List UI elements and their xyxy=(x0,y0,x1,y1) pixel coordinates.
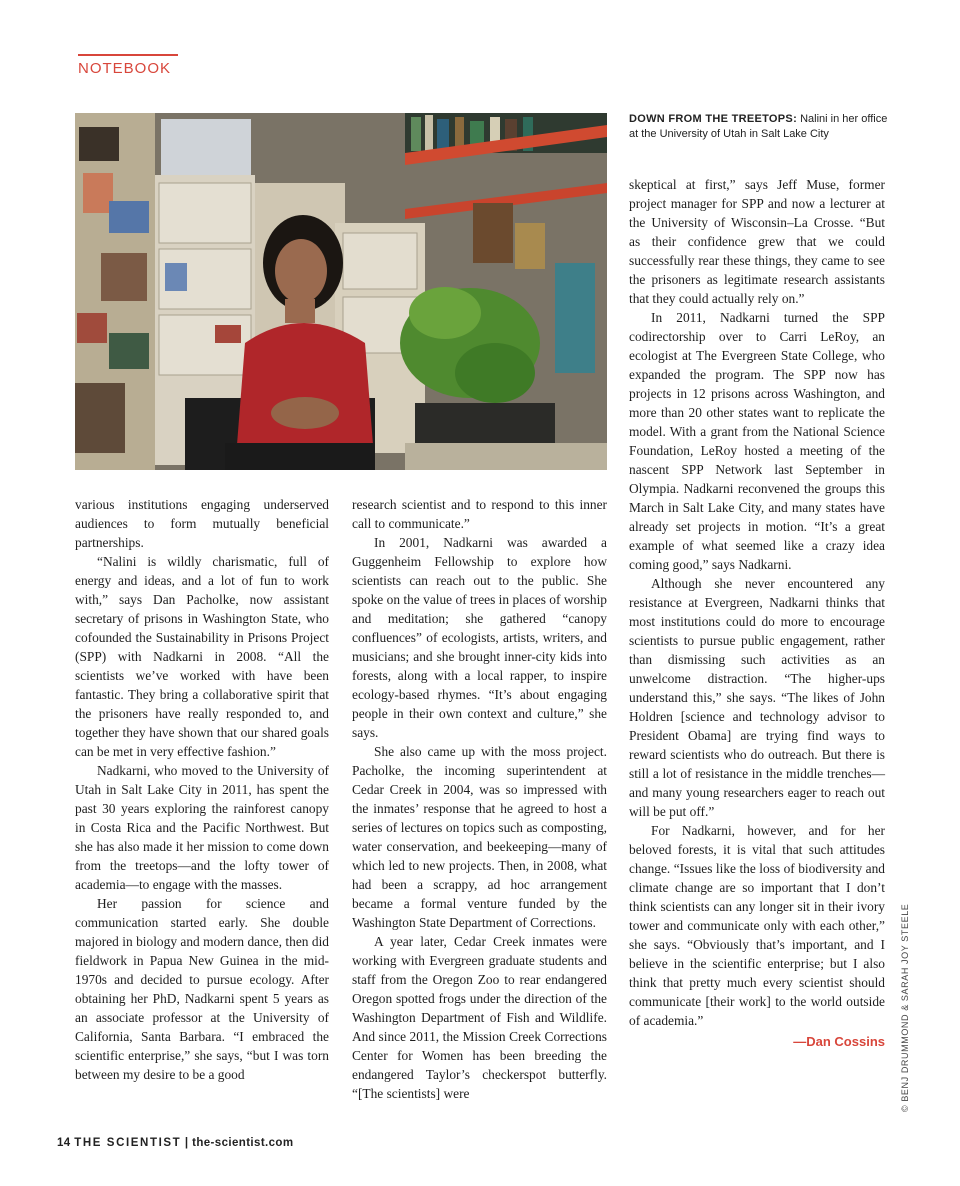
paragraph: Her passion for science and communication started early. She double majored in biology and modern dance, then did fieldwork in Papua New Guinea in the mid-1970s and decided to pursue ecology. After obtaining her PhD, Nadkarni spent 5 years as an associate professor at the University of California, Santa Barbara. “I embraced the scientific enterprise,” she says, “but I was torn between my desire to be a good xyxy=(75,896,329,1082)
article-photo xyxy=(75,113,607,470)
paragraph: various institutions engaging underserved audiences to form mutually beneficial partnerships. xyxy=(75,497,329,550)
section-label: NOTEBOOK xyxy=(78,60,172,77)
photo-credit: © BENJ DRUMMOND & SARAH JOY STEELE xyxy=(900,903,910,1112)
paragraph: In 2001, Nadkarni was awarded a Guggenheim Fellowship to explore how scientists can reach out to the public. She spoke on the value of trees in places of worship and meditation; she gathered “canopy confluences” of ecologists, artists, writers, and musicians; and she brought inner-city kids into forests, along with a local rapper, to inspire ecology-based rhymes. “It’s about engaging people in their own context and culture,” she says. xyxy=(352,535,607,740)
footer-separator: | xyxy=(184,1137,189,1149)
caption-lead: DOWN FROM THE TREETOPS: xyxy=(629,113,798,125)
caption-text: Nalini in her office at the University of Utah in Salt Lake City xyxy=(629,113,888,140)
page-footer xyxy=(57,1137,294,1149)
paragraph: A year later, Cedar Creek inmates were working with Evergreen graduate students and staff from the Oregon Zoo to rear endangered Oregon spotted frogs under the direction of the Washington Department of Fish and Wildlife. And since 2011, the Mission Creek Corrections Center for Women has been breeding the endangered Taylor’s checkerspot butterfly. “[The scientists] were xyxy=(352,934,607,1101)
article-column-1 xyxy=(75,495,329,1084)
magazine-name: THE SCIENTIST xyxy=(74,1137,182,1149)
page-number: 14 xyxy=(57,1137,71,1149)
paragraph: skeptical at first,” says Jeff Muse, former project manager for SPP and now a lecturer at the University of Wisconsin–La Crosse. “But as their confidence grew that we could successfully rear these things, they came to see the prisoners as legitimate research assistants that they could actually rely on.” xyxy=(629,177,885,306)
paragraph: For Nadkarni, however, and for her beloved forests, it is vital that such attitudes change. “Issues like the loss of biodiversity and climate change are so important that I don’t think scientists can any longer sit in their ivory tower and communicate only with each other,” she says. “Obviously that’s important, and I believe in the scientific enterprise; but I also think that pretty much every scientist should communicate [their work] to the world outside of academia.” xyxy=(629,823,885,1028)
section-rule xyxy=(78,54,178,56)
paragraph: “Nalini is wildly charismatic, full of energy and ideas, and a lot of fun to work with,” says Dan Pacholke, now assistant secretary of prisons in Washington State, who cofounded the Sustainability in Prisons Project (SPP) with Nadkarni in 2008. “All the scientists we’ve worked with have been fantastic. They bring a collaborative spirit that the prisoners have really responded to, and together they have shown that our shared goals can be met in very effective fashion.” xyxy=(75,554,329,759)
article-column-2 xyxy=(352,495,607,1103)
paragraph: She also came up with the moss project. Pacholke, the incoming superintendent at Cedar Creek in 2004, was so impressed with the inmates’ response that he agreed to host a series of lectures on topics such as composting, water conservation, and beekeeping—many of which led to new projects. Then, in 2008, what had been a scrappy, ad hoc arrangement became a formal venture funded by the Washington State Department of Corrections. xyxy=(352,744,607,930)
paragraph: research scientist and to respond to this inner call to communicate.” xyxy=(352,497,607,531)
photo-caption xyxy=(629,112,899,142)
magazine-url: the-scientist.com xyxy=(192,1137,294,1149)
paragraph: Although she never encountered any resistance at Evergreen, Nadkarni thinks that most institutions could do more to encourage scientists to pursue public engagement, rather than dismissing such activities as an unwelcome distraction. “The higher-ups understand this,” she says. “The likes of John Holdren [science and technology advisor to President Obama] are trying find ways to reward scientists who do outreach. But there is still a lot of resistance in the middle trenches—and many young researchers eager to reach out will be put off.” xyxy=(629,576,885,819)
paragraph: In 2011, Nadkarni turned the SPP codirectorship over to Carri LeRoy, an ecologist at The Evergreen State College, who expanded the program. The SPP now has projects in 12 prisons across Washington, and more than 20 other states want to replicate the model. With a grant from the National Science Foundation, LeRoy hosted a meeting of the nascent SPP Network last September in Olympia. Nadkarni reconvened the groups this March in Salt Lake City, and many states have already set projects in motion. “It’s a great example of what seemed like a crazy idea coming good,” says Nadkarni. xyxy=(629,310,885,572)
paragraph: Nadkarni, who moved to the University of Utah in Salt Lake City in 2011, has spent the past 30 years exploring the rainforest canopy in Costa Rica and the Pacific Northwest. But she has also made it her mission to come down from the treetops—and the lofty tower of academia—to engage with the masses. xyxy=(75,763,329,892)
author-byline: —Dan Cossins xyxy=(793,1034,885,1049)
article-column-3 xyxy=(629,175,885,1052)
